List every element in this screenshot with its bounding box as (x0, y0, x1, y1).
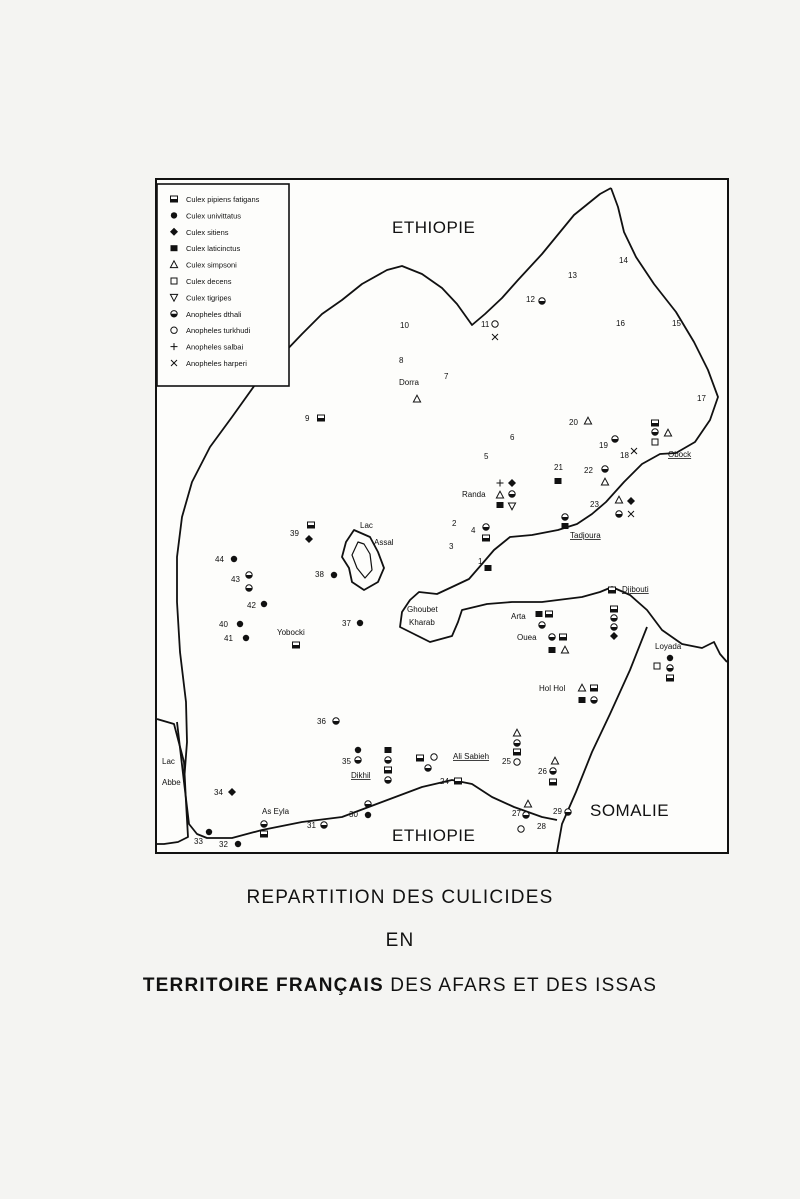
station-marker-open-triangle (601, 478, 608, 485)
station-marker-half-circle (385, 757, 391, 763)
station-marker-half-circle (667, 665, 673, 671)
station-marker-half-circle (523, 812, 529, 818)
label-lac-assal-2: Assal (374, 538, 394, 547)
station-marker-half-circle (539, 298, 545, 304)
station-marker-half-circle (514, 740, 520, 746)
station-marker-cross (492, 334, 498, 340)
station-number: 43 (231, 575, 240, 584)
label-yobocki: Yobocki (277, 628, 305, 637)
station-number: 16 (616, 319, 625, 328)
map-svg (157, 180, 727, 852)
station-number: 37 (342, 619, 351, 628)
station-marker-filled-square (385, 747, 392, 753)
djibouti-coast (400, 188, 727, 662)
caption-line-3-bold: TERRITOIRE FRANÇAIS (142, 975, 384, 996)
station-marker-open-triangle (584, 417, 591, 424)
station-number: 26 (538, 767, 547, 776)
station-marker-half-circle (549, 634, 555, 640)
station-marker-filled-circle (355, 747, 361, 753)
station-marker-open-circle (518, 826, 524, 832)
station-marker-open-triangle (551, 757, 558, 764)
station-marker-half-square (308, 522, 315, 528)
station-marker-half-circle (539, 622, 545, 628)
legend-symbol-half-circle (171, 311, 177, 317)
station-number: 4 (471, 526, 476, 535)
station-marker-half-square (293, 642, 300, 648)
station-number: 10 (400, 321, 409, 330)
station-number: 39 (290, 529, 299, 538)
legend-label: Anopheles dthali (186, 309, 242, 319)
station-number: 23 (590, 500, 599, 509)
station-marker-half-square (483, 535, 490, 541)
station-marker-open-triangle (513, 729, 520, 736)
label-dikhil: Dikhil (351, 771, 371, 780)
station-marker-half-square (667, 675, 674, 681)
station-marker-half-square (550, 779, 557, 785)
station-marker-half-circle (261, 821, 267, 827)
station-number: 24 (440, 777, 449, 786)
station-marker-open-triangle (664, 429, 671, 436)
station-marker-filled-diamond (627, 497, 635, 505)
station-number: 44 (215, 555, 224, 564)
station-marker-filled-diamond (508, 479, 516, 487)
station-number: 5 (484, 452, 489, 461)
station-marker-open-triangle-down (508, 503, 515, 510)
ethiopia-south-border (177, 722, 557, 838)
station-number: 41 (224, 634, 233, 643)
station-number: 35 (342, 757, 351, 766)
station-number: 14 (619, 256, 628, 265)
station-number: 42 (247, 601, 256, 610)
station-marker-half-circle (365, 801, 371, 807)
station-marker-half-square (611, 606, 618, 612)
station-marker-plus (497, 480, 504, 487)
label-loyada: Loyada (655, 642, 682, 651)
station-number: 3 (449, 542, 454, 551)
station-number: 29 (553, 807, 562, 816)
station-number: 34 (214, 788, 223, 797)
station-marker-open-triangle (496, 491, 503, 498)
label-obock: Obock (668, 450, 692, 459)
station-marker-filled-diamond (228, 788, 236, 796)
station-number: 18 (620, 451, 629, 460)
station-marker-half-square (261, 831, 268, 837)
station-marker-half-circle (246, 572, 252, 578)
station-marker-half-square (560, 634, 567, 640)
station-marker-half-square (514, 749, 521, 755)
legend-label: Culex pipiens fatigans (186, 195, 260, 204)
station-marker-half-square (609, 587, 616, 593)
station-number: 28 (537, 822, 546, 831)
station-marker-cross (628, 511, 634, 517)
station-marker-half-circle (333, 718, 339, 724)
legend-label: Culex decens (186, 277, 232, 286)
station-marker-filled-square (549, 647, 556, 653)
label-arta: Arta (511, 612, 526, 621)
station-marker-open-triangle (413, 395, 420, 402)
station-number: 36 (317, 717, 326, 726)
station-marker-half-circle (385, 777, 391, 783)
station-number: 15 (672, 319, 681, 328)
station-marker-filled-square (562, 523, 569, 529)
station-number: 13 (568, 271, 577, 280)
station-marker-half-circle (355, 757, 361, 763)
label-ethiopie-south: ETHIOPIE (392, 826, 476, 845)
caption-line-1: REPARTITION DES CULICIDES (246, 887, 554, 908)
station-marker-half-circle (321, 822, 327, 828)
station-marker-open-circle (492, 321, 498, 327)
label-ali-sabieh: Ali Sabieh (453, 752, 490, 761)
station-marker-filled-square (485, 565, 492, 571)
station-number: 33 (194, 837, 203, 846)
station-number: 11 (481, 320, 490, 329)
station-marker-open-triangle (615, 496, 622, 503)
legend-label: Anopheles turkhudi (186, 326, 251, 336)
station-number: 30 (349, 810, 358, 819)
legend-symbol-filled-circle (171, 212, 177, 218)
station-number: 21 (554, 463, 563, 472)
station-number: 9 (305, 414, 310, 423)
station-marker-half-circle (565, 809, 571, 815)
station-marker-filled-circle (231, 556, 237, 562)
label-djibouti: Djibouti (622, 585, 649, 594)
station-marker-half-square (546, 611, 553, 617)
station-marker-open-triangle (524, 800, 531, 807)
legend-label: Culex tigripes (186, 293, 232, 303)
label-lac-abbe-2: Abbe (162, 778, 181, 787)
station-marker-open-square (654, 663, 660, 669)
legend-label: Anopheles salbai (186, 342, 244, 352)
station-marker-filled-square (536, 611, 543, 617)
station-marker-half-square (385, 767, 392, 773)
station-marker-filled-circle (357, 620, 363, 626)
station-number: 27 (512, 809, 521, 818)
station-marker-filled-circle (237, 621, 243, 627)
legend-symbol-half-square (171, 196, 178, 202)
label-dorra: Dorra (399, 378, 420, 387)
station-marker-filled-circle (206, 829, 212, 835)
station-number: 22 (584, 466, 593, 475)
legend-label: Culex sitiens (186, 227, 229, 237)
caption-line-3 (0, 975, 800, 997)
station-marker-half-square (652, 420, 659, 426)
map-frame (155, 178, 729, 854)
station-number: 2 (452, 519, 457, 528)
station-marker-half-circle (246, 585, 252, 591)
legend-label: Culex laticinctus (186, 244, 241, 254)
label-ethiopie-north: ETHIOPIE (392, 218, 476, 237)
station-number: 31 (307, 821, 316, 830)
label-randa: Randa (462, 490, 486, 499)
caption-line-3-rest: DES AFARS ET DES ISSAS (383, 975, 658, 996)
station-marker-open-triangle (561, 646, 568, 653)
station-marker-half-circle (611, 624, 617, 630)
station-number: 8 (399, 356, 404, 365)
station-marker-half-square (318, 415, 325, 421)
legend-label: Culex univittatus (186, 211, 242, 221)
station-number: 20 (569, 418, 578, 427)
station-marker-filled-circle (243, 635, 249, 641)
label-ouea: Ouea (517, 633, 537, 642)
label-lac-assal-1: Lac (360, 521, 373, 530)
label-ghoubet-1: Ghoubet (407, 605, 438, 614)
station-marker-half-circle (616, 511, 622, 517)
station-marker-filled-square (555, 478, 562, 484)
label-ghoubet-2: Kharab (409, 618, 435, 627)
station-number: 12 (526, 295, 535, 304)
station-marker-open-circle (514, 759, 520, 765)
station-marker-half-circle (550, 768, 556, 774)
station-marker-half-circle (591, 697, 597, 703)
station-marker-filled-diamond (305, 535, 313, 543)
station-marker-filled-square (579, 697, 586, 703)
legend-label: Anopheles harperi (186, 359, 247, 368)
station-number: 7 (444, 372, 449, 381)
station-number: 19 (599, 441, 608, 450)
station-number: 17 (697, 394, 706, 403)
label-as-eyla: As Eyla (262, 807, 290, 816)
station-marker-half-circle (611, 615, 617, 621)
label-somalie: SOMALIE (590, 801, 670, 820)
legend-label: Culex simpsoni (186, 260, 237, 270)
lac-assal-inner (352, 542, 372, 578)
station-number: 25 (502, 757, 511, 766)
station-number: 32 (219, 840, 228, 849)
station-marker-half-square (591, 685, 598, 691)
station-marker-filled-circle (261, 601, 267, 607)
station-marker-filled-diamond (610, 632, 618, 640)
station-marker-half-square (417, 755, 424, 761)
station-number: 6 (510, 433, 515, 442)
station-marker-half-circle (652, 429, 658, 435)
legend-symbol-filled-square (171, 245, 178, 251)
station-marker-open-square (652, 439, 658, 445)
station-number: 1 (478, 557, 483, 566)
station-marker-filled-square (497, 502, 504, 508)
station-marker-half-circle (612, 436, 618, 442)
station-number: 40 (219, 620, 228, 629)
station-marker-open-circle (431, 754, 437, 760)
label-tadjoura: Tadjoura (570, 531, 601, 540)
station-marker-half-square (455, 778, 462, 784)
station-marker-half-circle (509, 491, 515, 497)
label-lac-abbe-1: Lac (162, 757, 175, 766)
station-marker-filled-circle (331, 572, 337, 578)
station-marker-filled-circle (667, 655, 673, 661)
caption-line-2: EN (385, 930, 415, 951)
station-number: 38 (315, 570, 324, 579)
station-marker-cross (631, 448, 637, 454)
station-marker-filled-circle (365, 812, 371, 818)
station-marker-half-circle (602, 466, 608, 472)
station-marker-open-triangle (578, 684, 585, 691)
station-marker-half-circle (425, 765, 431, 771)
station-marker-half-circle (483, 524, 489, 530)
station-marker-filled-circle (235, 841, 241, 847)
station-marker-half-circle (562, 514, 568, 520)
label-hol-hol: Hol Hol (539, 684, 566, 693)
